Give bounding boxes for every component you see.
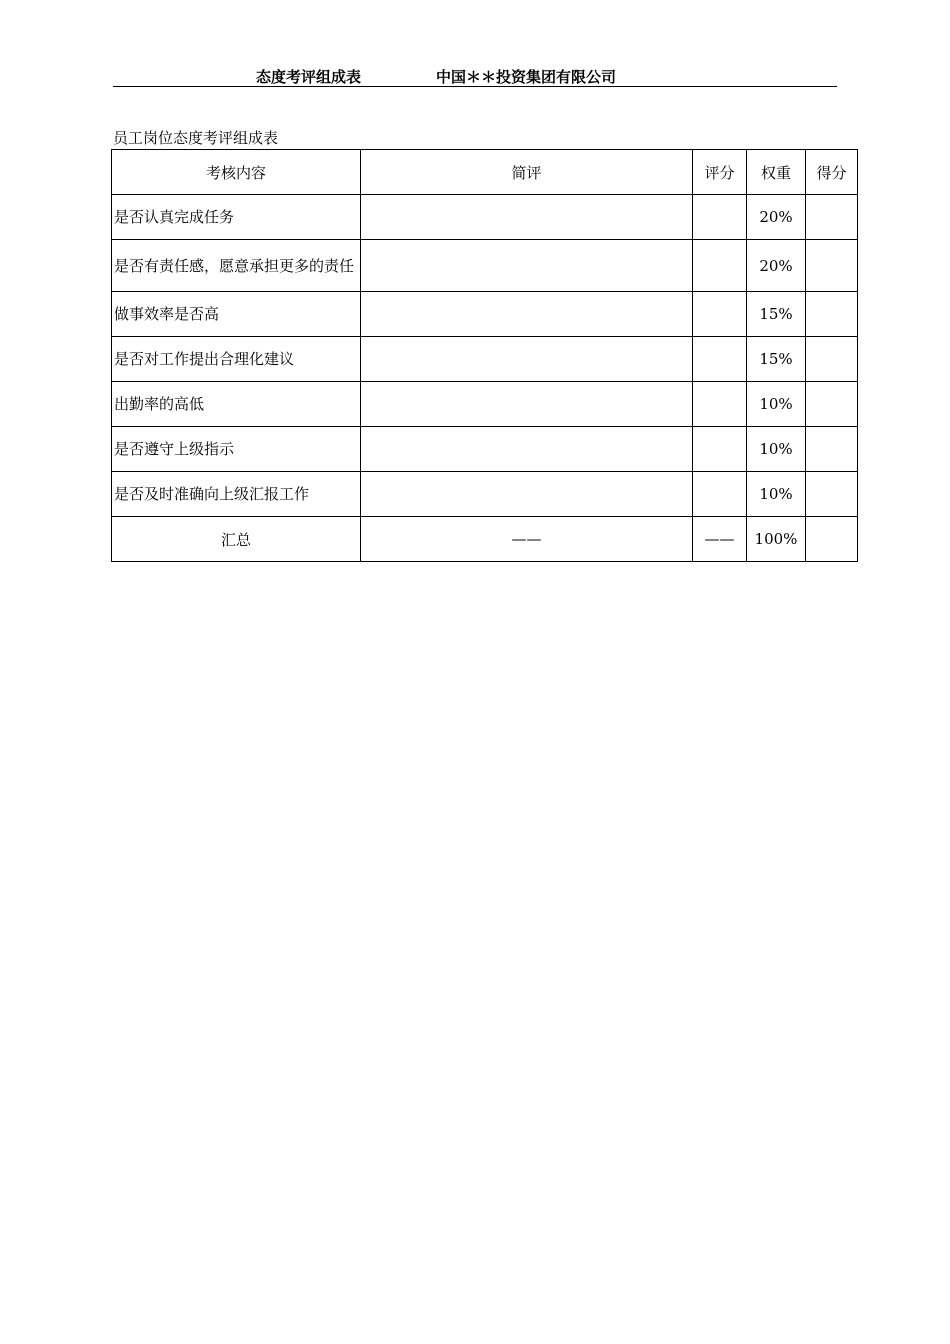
table-row [112, 292, 858, 337]
score-cell[interactable] [806, 382, 858, 427]
score-cell[interactable] [806, 337, 858, 382]
table-row [112, 195, 858, 240]
comment-cell[interactable] [361, 240, 693, 292]
weight-cell: 20% [747, 195, 806, 240]
summary-score[interactable] [806, 517, 858, 562]
summary-weight: 100% [747, 517, 806, 562]
table-row [112, 427, 858, 472]
score-cell[interactable] [806, 427, 858, 472]
weight-cell: 20% [747, 240, 806, 292]
item-cell: 是否遵守上级指示 [112, 427, 361, 472]
column-header-rating: 评分 [693, 150, 747, 195]
item-cell: 是否对工作提出合理化建议 [112, 337, 361, 382]
rating-cell[interactable] [693, 382, 747, 427]
weight-cell: 10% [747, 472, 806, 517]
rating-cell[interactable] [693, 427, 747, 472]
rating-cell[interactable] [693, 195, 747, 240]
summary-comment: —— [361, 517, 693, 562]
score-cell[interactable] [806, 195, 858, 240]
weight-cell: 10% [747, 427, 806, 472]
comment-cell[interactable] [361, 337, 693, 382]
comment-cell[interactable] [361, 195, 693, 240]
comment-cell[interactable] [361, 427, 693, 472]
item-cell: 是否认真完成任务 [112, 195, 361, 240]
score-cell[interactable] [806, 472, 858, 517]
table-header-row [112, 150, 858, 195]
rating-cell[interactable] [693, 240, 747, 292]
rating-cell[interactable] [693, 472, 747, 517]
table-row [112, 382, 858, 427]
column-header-score: 得分 [806, 150, 858, 195]
column-header-weight: 权重 [747, 150, 806, 195]
table-row [112, 240, 858, 292]
column-header-content: 考核内容 [112, 150, 361, 195]
weight-cell: 15% [747, 292, 806, 337]
item-cell: 出勤率的高低 [112, 382, 361, 427]
rating-cell[interactable] [693, 337, 747, 382]
table-row [112, 472, 858, 517]
weight-cell: 10% [747, 382, 806, 427]
item-cell: 做事效率是否高 [112, 292, 361, 337]
page-header [113, 64, 837, 87]
header-title: 态度考评组成表 [256, 68, 362, 86]
weight-cell: 15% [747, 337, 806, 382]
score-cell[interactable] [806, 292, 858, 337]
summary-label: 汇总 [112, 517, 361, 562]
table-caption: 员工岗位态度考评组成表 [113, 129, 279, 147]
comment-cell[interactable] [361, 472, 693, 517]
score-cell[interactable] [806, 240, 858, 292]
header-company: 中国＊＊投资集团有限公司 [436, 68, 617, 86]
evaluation-table [111, 149, 858, 562]
item-cell: 是否有责任感，愿意承担更多的责任 [112, 240, 361, 292]
rating-cell[interactable] [693, 292, 747, 337]
table-row [112, 337, 858, 382]
summary-rating: —— [693, 517, 747, 562]
column-header-comment: 简评 [361, 150, 693, 195]
summary-row [112, 517, 858, 562]
item-cell: 是否及时准确向上级汇报工作 [112, 472, 361, 517]
comment-cell[interactable] [361, 382, 693, 427]
comment-cell[interactable] [361, 292, 693, 337]
